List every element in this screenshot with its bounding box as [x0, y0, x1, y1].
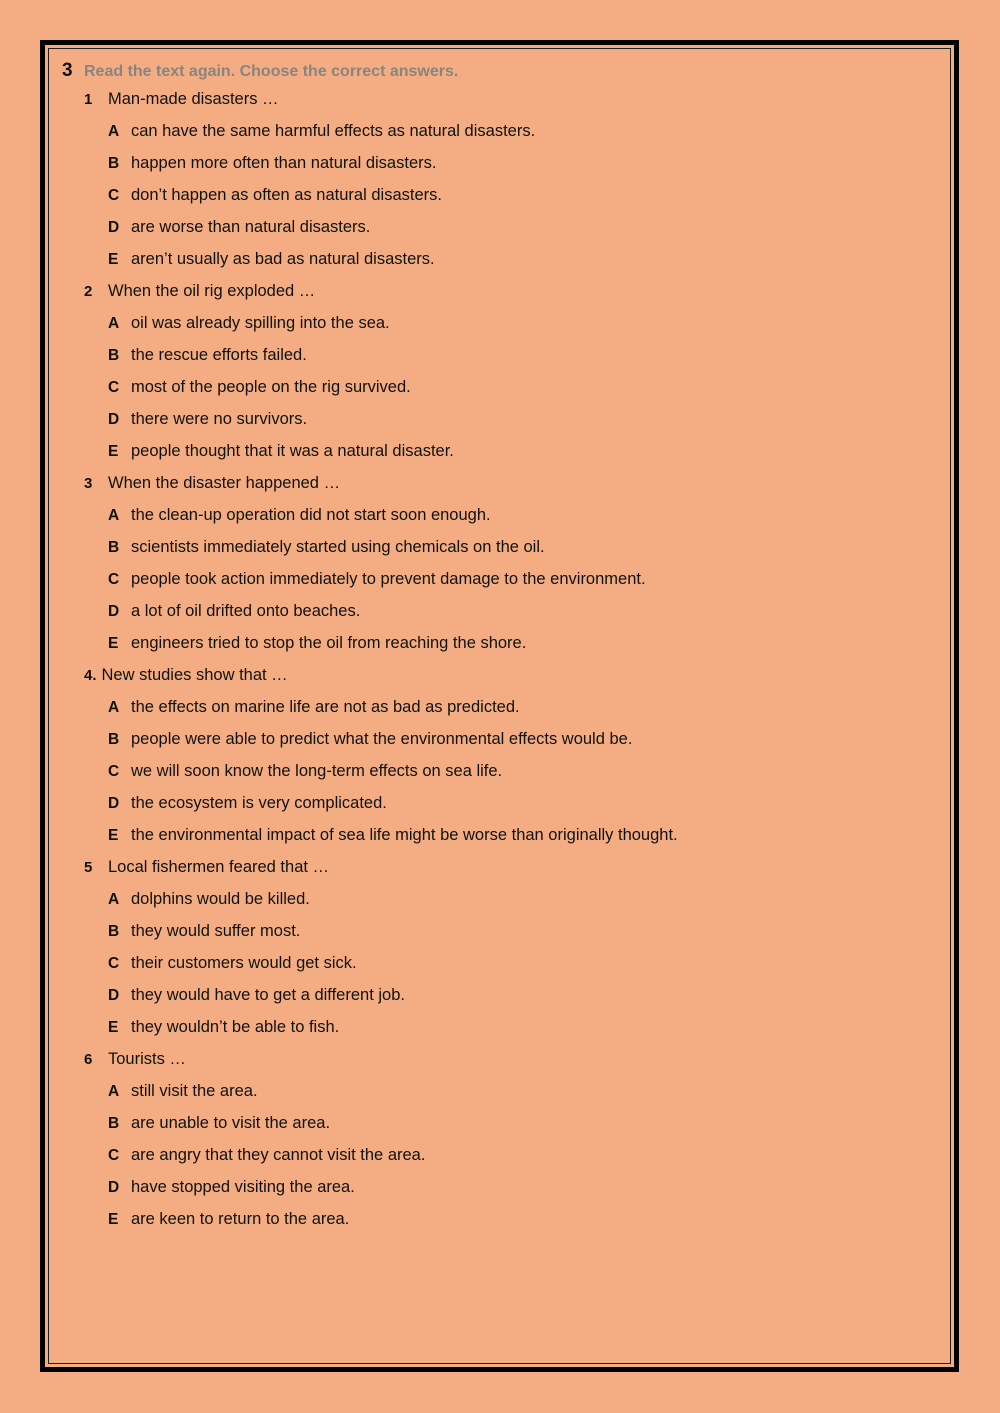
- option-letter: C: [108, 571, 120, 588]
- option-letter: C: [108, 379, 120, 396]
- question-2: [84, 280, 942, 312]
- answer-option-c[interactable]: [108, 376, 942, 408]
- answer-option-e[interactable]: [108, 440, 942, 472]
- option-text: most of the people on the rig survived.: [131, 378, 411, 396]
- answer-option-b[interactable]: [108, 152, 942, 184]
- option-letter: E: [108, 635, 119, 652]
- option-text: the environmental impact of sea life might be worse than originally thought.: [131, 826, 678, 844]
- option-letter: D: [108, 411, 120, 428]
- answer-option-a[interactable]: [108, 312, 942, 344]
- answer-option-b[interactable]: [108, 536, 942, 568]
- option-letter: C: [108, 763, 120, 780]
- option-letter: D: [108, 1179, 120, 1196]
- exercise-instruction: Read the text again. Choose the correct answers.: [84, 63, 459, 80]
- answer-option-c[interactable]: [108, 952, 942, 984]
- option-letter: D: [108, 603, 120, 620]
- option-text: dolphins would be killed.: [131, 890, 310, 908]
- question-list: [62, 88, 942, 1240]
- answer-option-e[interactable]: [108, 1208, 942, 1240]
- question-6: [84, 1048, 942, 1080]
- answer-option-c[interactable]: [108, 184, 942, 216]
- option-letter: B: [108, 1115, 120, 1132]
- option-letter: A: [108, 123, 120, 140]
- question-5: [84, 856, 942, 888]
- answer-option-b[interactable]: [108, 920, 942, 952]
- answer-option-a[interactable]: [108, 696, 942, 728]
- question-number: 4.: [84, 667, 97, 684]
- option-letter: A: [108, 1083, 120, 1100]
- answer-option-a[interactable]: [108, 504, 942, 536]
- answer-option-d[interactable]: [108, 1176, 942, 1208]
- option-text: have stopped visiting the area.: [131, 1178, 355, 1196]
- option-letter: D: [108, 795, 120, 812]
- option-text: oil was already spilling into the sea.: [131, 314, 390, 332]
- option-text: the rescue efforts failed.: [131, 346, 307, 364]
- option-letter: E: [108, 1211, 119, 1228]
- answer-option-e[interactable]: [108, 1016, 942, 1048]
- answer-option-b[interactable]: [108, 728, 942, 760]
- option-text: we will soon know the long-term effects on sea life.: [131, 762, 503, 780]
- answer-option-d[interactable]: [108, 792, 942, 824]
- option-letter: B: [108, 731, 120, 748]
- answer-option-a[interactable]: [108, 888, 942, 920]
- answer-option-b[interactable]: [108, 1112, 942, 1144]
- option-letter: E: [108, 1019, 119, 1036]
- question-stem: When the disaster happened …: [108, 474, 341, 492]
- option-text: they would have to get a different job.: [131, 986, 405, 1004]
- answer-option-d[interactable]: [108, 216, 942, 248]
- question-3: [84, 472, 942, 504]
- option-letter: E: [108, 827, 119, 844]
- option-letter: C: [108, 187, 120, 204]
- answer-option-a[interactable]: [108, 1080, 942, 1112]
- option-letter: D: [108, 987, 120, 1004]
- exercise-header: [62, 60, 942, 88]
- answer-option-c[interactable]: [108, 1144, 942, 1176]
- answer-option-d[interactable]: [108, 984, 942, 1016]
- option-letter: A: [108, 507, 120, 524]
- exercise-content: [62, 60, 942, 1240]
- option-letter: E: [108, 443, 119, 460]
- option-text: people thought that it was a natural disaster.: [131, 442, 454, 460]
- option-letter: C: [108, 1147, 120, 1164]
- option-text: don’t happen as often as natural disasters.: [131, 186, 442, 204]
- option-text: engineers tried to stop the oil from reaching the shore.: [131, 634, 527, 652]
- answer-option-d[interactable]: [108, 408, 942, 440]
- option-text: the clean-up operation did not start soon enough.: [131, 506, 491, 524]
- option-text: aren’t usually as bad as natural disasters.: [131, 250, 435, 268]
- option-letter: B: [108, 923, 120, 940]
- option-letter: E: [108, 251, 119, 268]
- option-letter: B: [108, 539, 120, 556]
- option-text: the effects on marine life are not as bad as predicted.: [131, 698, 520, 716]
- option-text: their customers would get sick.: [131, 954, 357, 972]
- option-letter: A: [108, 699, 120, 716]
- option-letter: A: [108, 891, 120, 908]
- option-text: there were no survivors.: [131, 410, 308, 428]
- option-text: people took action immediately to prevent damage to the environment.: [131, 570, 646, 588]
- option-text: they would suffer most.: [131, 922, 301, 940]
- option-text: people were able to predict what the environmental effects would be.: [131, 730, 633, 748]
- option-letter: D: [108, 219, 120, 236]
- option-text: a lot of oil drifted onto beaches.: [131, 602, 361, 620]
- answer-option-c[interactable]: [108, 568, 942, 600]
- question-stem: Man-made disasters …: [108, 90, 279, 108]
- option-text: are unable to visit the area.: [131, 1114, 331, 1132]
- answer-option-b[interactable]: [108, 344, 942, 376]
- option-text: are worse than natural disasters.: [131, 218, 371, 236]
- option-text: still visit the area.: [131, 1082, 258, 1100]
- option-text: are angry that they cannot visit the area.: [131, 1146, 426, 1164]
- question-stem: When the oil rig exploded …: [108, 282, 316, 300]
- option-letter: A: [108, 315, 120, 332]
- option-text: can have the same harmful effects as natural disasters.: [131, 122, 536, 140]
- question-stem: Local fishermen feared that …: [108, 858, 330, 876]
- option-letter: B: [108, 347, 120, 364]
- question-number: 3: [84, 475, 93, 492]
- question-number: 1: [84, 91, 93, 108]
- answer-option-d[interactable]: [108, 600, 942, 632]
- option-text: happen more often than natural disasters.: [131, 154, 437, 172]
- answer-option-c[interactable]: [108, 760, 942, 792]
- question-number: 5: [84, 859, 93, 876]
- answer-option-e[interactable]: [108, 632, 942, 664]
- exercise-number: 3: [62, 60, 73, 81]
- answer-option-e[interactable]: [108, 248, 942, 280]
- question-4: [84, 664, 942, 696]
- question-number: 6: [84, 1051, 93, 1068]
- option-text: they wouldn’t be able to fish.: [131, 1018, 340, 1036]
- option-text: are keen to return to the area.: [131, 1210, 350, 1228]
- answer-option-e[interactable]: [108, 824, 942, 856]
- question-stem: New studies show that …: [101, 666, 288, 684]
- question-number: 2: [84, 283, 93, 300]
- question-1: [84, 88, 942, 120]
- answer-option-a[interactable]: [108, 120, 942, 152]
- question-stem: Tourists …: [108, 1050, 186, 1068]
- option-letter: C: [108, 955, 120, 972]
- option-text: scientists immediately started using chemicals on the oil.: [131, 538, 545, 556]
- option-text: the ecosystem is very complicated.: [131, 794, 387, 812]
- option-letter: B: [108, 155, 120, 172]
